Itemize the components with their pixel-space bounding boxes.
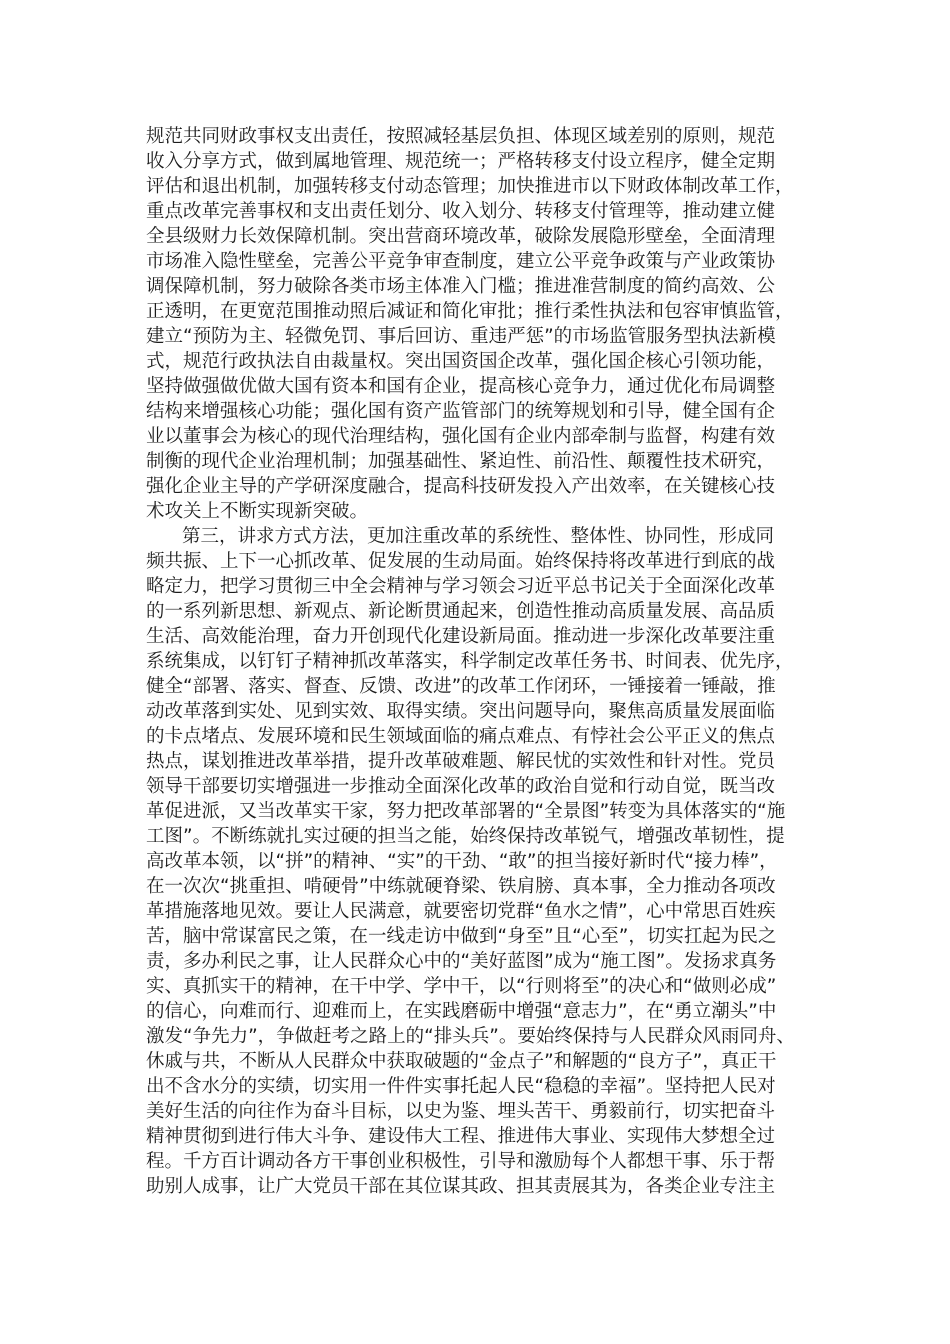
paragraph-1 <box>146 124 806 524</box>
text-line: 市场准入隐性壁垒，完善公平竞争审查制度，建立公平竞争政策与产业政策协 <box>146 251 776 272</box>
text-line: 责，多办利民之事，让人民群众心中的“美好蓝图”成为“施工图”。发扬求真务 <box>146 951 777 972</box>
text-line: 高改革本领，以“拼”的精神、“实”的干劲、“敢”的担当接好新时代“接力棒”， <box>146 851 778 872</box>
text-line: 休戚与共，不断从人民群众中获取破题的“金点子”和解题的“良方子”，真正干 <box>146 1051 777 1072</box>
text-line: 在一次次“挑重担、啃硬骨”中练就硬脊梁、铁肩膀、真本事，全力推动各项改 <box>146 876 776 897</box>
text-line: 动改革落到实处、见到实效、取得实绩。突出问题导向，聚焦高质量发展面临 <box>146 701 776 722</box>
text-line: 程。千方百计调动各方干事创业积极性，引导和激励每个人都想干事、乐于帮 <box>146 1151 776 1172</box>
text-line: 生活、高效能治理，奋力开创现代化建设新局面。推动进一步深化改革要注重 <box>146 626 776 647</box>
text-line: 革促进派，又当改革实干家，努力把改革部署的“全景图”转变为具体落实的“施 <box>146 801 786 822</box>
text-line: 的一系列新思想、新观点、新论断贯通起来，创造性推动高质量发展、高品质 <box>146 601 776 622</box>
text-line: 的卡点堵点、发展环境和民生领域面临的痛点难点、有悖社会公平正义的焦点 <box>146 726 776 747</box>
text-line: 规范共同财政事权支出责任，按照减轻基层负担、体现区域差别的原则，规范 <box>146 126 776 147</box>
text-line: 助别人成事，让广大党员干部在其位谋其政、担其责展其为，各类企业专注主 <box>146 1176 776 1197</box>
text-line: 的信心，向难而行、迎难而上，在实践磨砺中增强“意志力”，在“勇立潮头”中 <box>146 1001 777 1022</box>
paragraph-2 <box>146 524 806 1199</box>
text-line: 结构来增强核心功能；强化国有资产监管部门的统筹规划和引导，健全国有企 <box>146 401 776 422</box>
text-line: 精神贯彻到进行伟大斗争、建设伟大工程、推进伟大事业、实现伟大梦想全过 <box>146 1126 776 1147</box>
text-line: 实、真抓实干的精神，在干中学、学中干，以“行则将至”的决心和“做则必成” <box>146 976 777 997</box>
text-line: 评估和退出机制，加强转移支付动态管理；加快推进市以下财政体制改革工作， <box>146 176 794 197</box>
text-line: 制衡的现代企业治理机制；加强基础性、紧迫性、前沿性、颠覆性技术研究， <box>146 451 776 472</box>
text-line: 坚持做强做优做大国有资本和国有企业，提高核心竞争力，通过优化布局调整 <box>146 376 776 397</box>
text-line: 激发“争先力”，争做赶考之路上的“排头兵”。要始终保持与人民群众风雨同舟、 <box>146 1026 795 1047</box>
text-line: 第三，讲求方式方法，更加注重改革的系统性、整体性、协同性，形成同 <box>182 526 775 547</box>
text-line: 苦，脑中常谋富民之策，在一线走访中做到“身至”且“心至”，切实扛起为民之 <box>146 926 777 947</box>
text-line: 术攻关上不断实现新突破。 <box>146 501 369 522</box>
text-line: 强化企业主导的产学研深度融合，提高科技研发投入产出效率，在关键核心技 <box>146 476 776 497</box>
text-line: 业以董事会为核心的现代治理结构，强化国有企业内部牵制与监督，构建有效 <box>146 426 776 447</box>
text-line: 系统集成，以钉钉子精神抓改革落实，科学制定改革任务书、时间表、优先序， <box>146 651 794 672</box>
text-line: 健全“部署、落实、督查、反馈、改进”的改革工作闭环，一锤接着一锤敲，推 <box>146 676 776 697</box>
text-line: 出不含水分的实绩，切实用一件件实事托起人民“稳稳的幸福”。坚持把人民对 <box>146 1076 776 1097</box>
text-line: 热点，谋划推进改革举措，提升改革破难题、解民忧的实效性和针对性。党员 <box>146 751 776 772</box>
text-line: 美好生活的向往作为奋斗目标，以史为鉴、埋头苦干、勇毅前行，切实把奋斗 <box>146 1101 776 1122</box>
text-line: 式，规范行政执法自由裁量权。突出国资国企改革，强化国企核心引领功能， <box>146 351 776 372</box>
text-line: 建立“预防为主、轻微免罚、事后回访、重违严惩”的市场监管服务型执法新模 <box>146 326 776 347</box>
text-line: 频共振、上下一心抓改革、促发展的生动局面。始终保持将改革进行到底的战 <box>146 551 776 572</box>
text-line: 收入分享方式，做到属地管理、规范统一；严格转移支付设立程序，健全定期 <box>146 151 776 172</box>
text-line: 革措施落地见效。要让人民满意，就要密切党群“鱼水之情”，心中常思百姓疾 <box>146 901 776 922</box>
text-line: 略定力，把学习贯彻三中全会精神与学习领会习近平总书记关于全面深化改革 <box>146 576 776 597</box>
text-line: 工图”。不断练就扎实过硬的担当之能，始终保持改革锐气，增强改革韧性，提 <box>146 826 785 847</box>
text-line: 正透明，在更宽范围推动照后减证和简化审批；推行柔性执法和包容审慎监管， <box>146 301 794 322</box>
text-line: 调保障机制，努力破除各类市场主体准入门槛；推进准营制度的简约高效、公 <box>146 276 776 297</box>
text-line: 重点改革完善事权和支出责任划分、收入划分、转移支付管理等，推动建立健 <box>146 201 776 222</box>
body-text <box>146 124 806 1199</box>
text-line: 领导干部要切实增强进一步推动全面深化改革的政治自觉和行动自觉，既当改 <box>146 776 776 797</box>
text-line: 全县级财力长效保障机制。突出营商环境改革，破除发展隐形壁垒，全面清理 <box>146 226 776 247</box>
